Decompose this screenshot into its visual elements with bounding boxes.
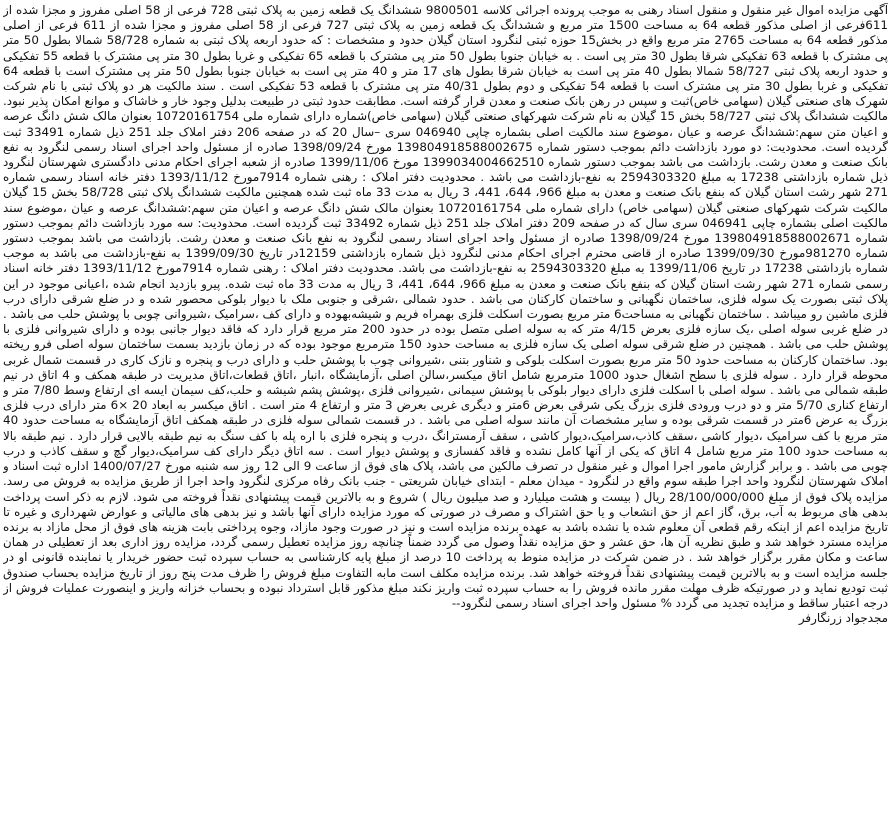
notice-signature: مجدجواد زرنگارفر xyxy=(798,611,888,626)
notice-body: آگهی مزایده اموال غیر منقول و منقول اسناد رهنی به موجب پرونده اجرائی کلاسه 9800501 ششدانگ یک قطعه زمین به پلاک ثبتی 728 فرعی از 58 اصلی مفروز و مجزا شده از 611فرعی از اصلی مذکور قطعه 64 به مساحت 1500 متر مربع و ششدانگ یک قطعه زمین به پلاک ثبتی 727 فرعی از 58 اصلی مفروز و مجزا شده از 611 فرعی از اصلی مذکور قطعه 64 به مساحت 2765 متر مربع واقع در بخش15 حوزه ثبتی لنگرود استان گیلان حدود و مشخصات : که حدود اربعه پلاک ثبتی به شماره 58/728 شمالا بطول 50 متر پی مشترک با قطعه 63 تفکیکی شرقا بطول 30 متر پی است . به خیابان جنوبا بطول 50 متر پی مشترک با قطعه 65 تفکیکی و غربا بطول 30 متر پی مشترک با قطعه 55 تفکیکی و حدود اربعه پلاک ثبتی 58/727 شمالا بطول 40 متر پی است به خیابان شرقا بطول های 17 متر و 40 متر پی است به خیابان جنوبا بطول 50 متر پی مشترک است با قطعه 64 تفکیکی و غربا بطول 30 متر پی مشترک است با قطعه 54 تفکیکی و دوم بطول 40/31 متر پی مشترک با قطعه 53 تفکیکی است . سند مالکیت هر دو پلاک ثبتی با نام شرکت شهرک های صنعتی گیلان (سهامی خاص)ثبت و سپس در رهن بانک صنعت و معدن قرار گرفته است. مطابقت حدود ثبتی در طبیعت بدلیل وجود خار و خاشاک و موانع امکان پذیر نبود. مالکیت ششدانگ پلاک ثبتی 58/727 بخش 15 گیلان به نام شرکت شهرکهای صنعتی گیلان (سهامی خاص)شماره دارای شماره ملی 10720161754 بعنوان مالک شش دانگ عرصه و اعیان متن سهم:ششدانگ عرصه و عیان ،موضوع سند مالکیت اصلی بشماره چاپی 046940 سری –سال 20 که در صفحه 206 دفتر املاک جلد 251 ذیل شماره 33491 ثبت گردیده است. محدودیت: دو مورد بازداشت دائم بموجب دستور شماره 139804918588002675 مورخ 1398/09/24 صادره از مسئول واحد اجرای اسناد رسمی لنگرود به نفع بانک صنعت و معدن رشت. بازداشت می باشد بموجب دستور شماره 1399034004662510 مورخ 1399/11/06 صادره از شعبه اجرای احکام مدنی دادگستری شهرستان لنگرود ذیل شماره بازداشتی 17238 به مبلغ 2594303320 به نفع-بازداشت می باشد . محدودیت دفتر املاک : رهنی شماره 7914مورخ 1393/11/12 دفتر خانه اسناد رسمی شماره 271 شهر رشت استان گیلان که بنفع بانک صنعت و معدن به مبلغ 966، 644، 441، 3 ریال به مدت 33 ماه ثبت شده همچنین مالکیت ششدانگ پلاک ثبتی 58/728 بخش 15 گیلان مالکیت شرکت شهرکهای صنعتی گیلان (سهامی خاص) دارای شماره ملی 10720161754 بعنوان مالک شش دانگ عرصه و اعیان متن سهم:ششدانگ عرصه و عیان ،موضوع سند مالکیت اصلی بشماره چاپی 046941 سری سال که در صفحه 209 دفتر املاک جلد 251 ذیل شماره 33492 ثبت گردیده است. محدودیت: سه مورد بازداشت دائم بموجب دستور شماره 139804918588002671 مورخ 1398/09/24 صادره از مسئول واحد اجرای اسناد رسمی لنگرود به نفع بانک صنعت و معدن رشت. بازداشت می باشد بموجب دستور شماره 981270مورخ 1399/09/30 صادره از قاضی محترم اجرای احکام مدنی لنگرود ذیل شماره بازداشتی 12159در تاریخ 1399/09/30 به نفع-بازداشت می باشد به موجب شماره بازداشتی 17238 در تاریخ 1399/11/06 به مبلغ 2594303320 به نفع-بازداشت می باشد. محدودیت دفتر املاک : رهنی شماره 7914مورخ 1393/11/12 دفتر خانه اسناد رسمی شماره 271 شهر رشت استان گیلان که بنفع بانک صنعت و معدن به مبلغ 966، 644، 441، 3 ریال به مدت 33 ماه ثبت شده. پیرو بازدید انجام شده ،اعیانی موجود در این پلاک ثبتی بصورت یک سوله فلزی، ساختمان نگهبانی و ساختمان کارکنان می باشد . حدود شمالی ،شرقی و جنوبی ملک با دیوار بلوکی محصور شده و در ضلع شرقی دارای درب فلزی ماشین رو میباشد . ساختمان نگهبانی به مساحت6 متر مربع بصورت اسکلت فلزی بهمراه فریم و شیشه‌بهوده و دارای کف ،سرامیک ،شیروانی چوبی با پوشش حلب می باشد . در ضلع غربی سوله اصلی ،یک سازه فلزی بعرض 4/15 متر که به سوله اصلی متصل بوده در حدود 200 متر مربع قرار دارد که فاقد دیوار جانبی بوده و دارای شیروانی فلزی با پوشش حلب می باشد . همچنین در ضلع شرقی سوله اصلی یک سازه فلزی به مساحت حدود 150 مترمربع موجود بوده که در زمان بازدید بسمت ساختمان سوله اصلی فرو ریخته بود. ساختمان کارکنان به مساحت حدود 50 متر مربع بصورت اسکلت بلوکی و شناور بتنی ،شیروانی چوب با پوشش حلب و دارای درب و پنجره و نازک کاری در قسمت شمال غربی محوطه قرار دارد . سوله فلزی با سطح اشغال حدود 1000 مترمربع شامل اتاق میکسر،سالن اصلی ،آزمایشگاه ،انبار ،اتاق قطعات،اتاق مدیریت در طبقه همکف و 4 اتاق در نیم طبقه شمالی می باشد . سوله اصلی با اسکلت فلزی دارای دیوار بلوکی با پوشش سیمانی ،شیروانی فلزی ،پوشش پشم شیشه و حلب،کف سیمان ایسه ای ارتفاع وسط 7/80 متر و ارتفاع کناری 5/70 متر و دو درب ورودی فلزی بزرگ یکی شرقی بعرض 6متر و دیگری غربی بعرض 3 متر و ارتفاع 4 متر است . اتاق میکسر به ابعاد 20 ×6 متر دارای درب فلزی بزرگ به عرض 6متر در قسمت شرقی بوده و سایر مشخصات آن مانند سوله اصلی می باشد . در قسمت شمالی سوله فلزی در طبقه همکف اتاق آزمایشگاه به مساحت حدود 40 متر مربع با کف سرامیک ،دیوار کاشی ،سقف کاذب،سرامیک،دیوار کاشی ، سقف آرمسترانگ ،درب و پنجره فلزی با اره پله با کف سنگ به نیم طبقه بالایی قرار دارد . نیم طبقه بالا به مساحت حدود 100 متر مربع شامل 4 اتاق که یکی از آنها کامل نشده و فاقد کفسازی و پوشش دیوار است . سه اتاق دیگر دارای کف سرامیک،دیوار گچ و سقف کاذب و درب چوبی می باشد . و برابر گزارش مامور اجرا اموال و غیر منقول در تصرف مالکین می باشد، پلاک های فوق از ساعت 9 الی 12 روز سه شنبه مورخ 1400/07/27 اداره ثبت اسناد و املاک شهرستان لنگرود واحد اجرا طبقه سوم واقع در لنگرود - میدان معلم - ابتدای خیابان شریعتی - جنب بانک رفاه مرکزی لنگرود واحد اجرا از طریق مزایده به فروش می رسد. مزایده پلاک فوق از مبلغ 28/100/000/000 ریال ( بیست و هشت میلیارد و صد میلیون ریال ) شروع و به بالاترین قیمت پیشنهادی نقداً فروخته می شود. لازم به ذکر است پرداخت بدهی های مربوط به آب، برق، گاز اعم از حق انشعاب و یا حق اشتراک و مصرف در صورتی که مورد مزایده دارای آنها باشد و نیز بدهی های مالیاتی و عوارض شهرداری و غیره تا تاریخ مزایده اعم از اینکه رقم قطعی آن معلوم شده یا نشده باشد به عهده برنده مزایده است و نیز در صورت وجود مازاد، وجوه پرداختی بابت هزینه های فوق از محل مازاد به برنده مزایده مسترد خواهد شد و طبق نظریه آن ها، حق عشر و حق مزایده نقداً وصول می گردد ضمناً چنانچه روز مزایده تعطیل رسمی گردد، مزایده روز اداری بعد از تعطیلی در همان ساعت و مکان مقرر برگزار خواهد شد . در ضمن شرکت در مزایده منوط به پرداخت 10 درصد از مبلغ پایه کارشناسی به حساب سپرده ثبت حضور خریدار یا نماینده قانونی او در جلسه مزایده است و به بالاترین قیمت پیشنهادی نقداً فروخته خواهد شد. برنده مزایده مکلف است مابه التفاوت مبلغ فروش را ظرف مدت پنج روز از تاریخ مزایده بحساب صندوق ثبت تودیع نماید و در صورتیکه ظرف مهلت مقرر مانده فروش را به حساب سپرده ثبت واریز نکند مبلغ مذکور قابل استرداد نبوده و بحساب خزانه واریز و اینصورت عملیات فروش از درجه اعتبار ساقط و مزایده تجدید می گردد % مسئول واحد اجرای اسناد رسمی لنگرود-- xyxy=(3,3,888,610)
auction-notice xyxy=(3,3,888,825)
